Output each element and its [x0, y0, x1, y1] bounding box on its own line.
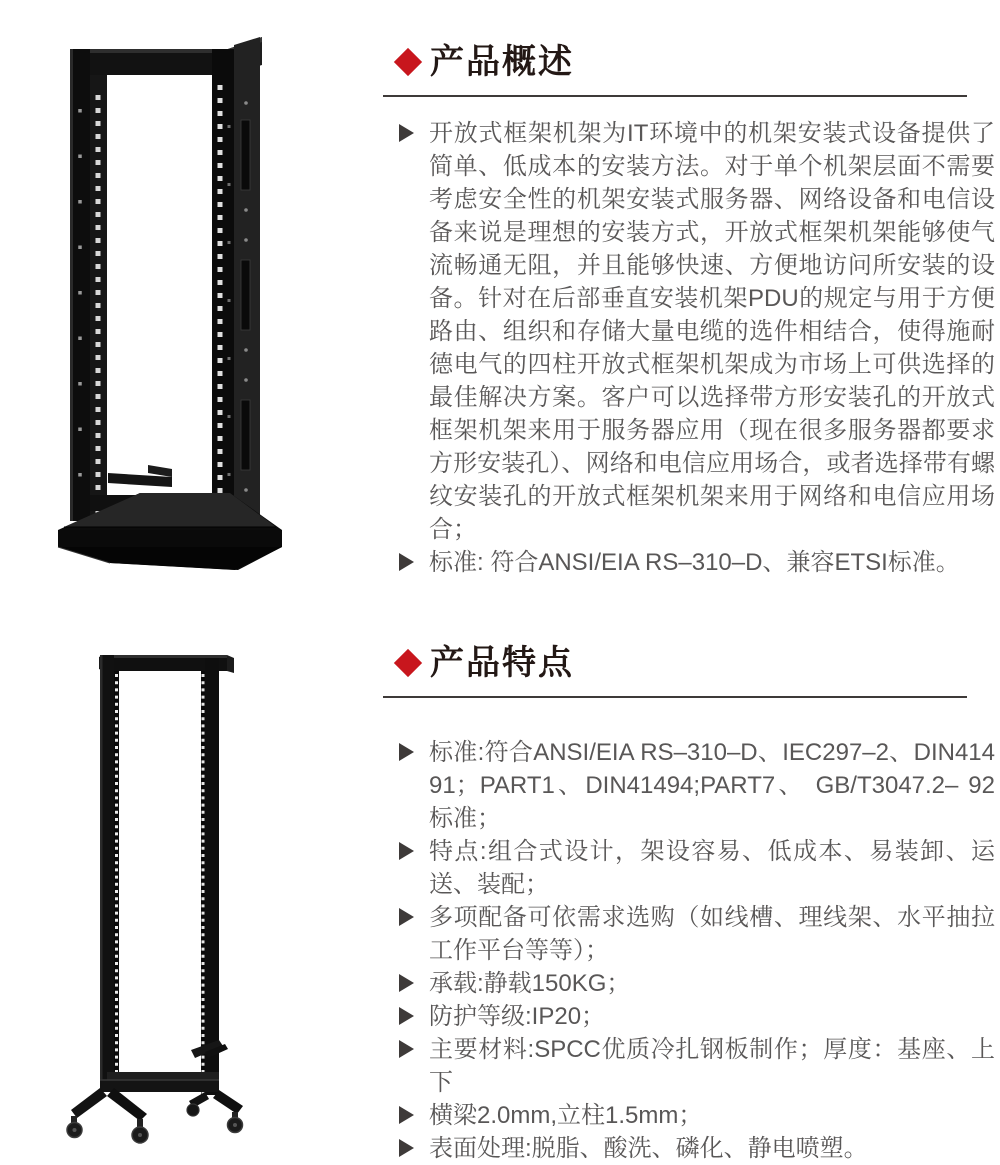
section-header	[383, 42, 997, 82]
triangle-bullet-icon	[399, 1040, 429, 1058]
product-photo-rack-with-casters	[55, 648, 305, 1148]
bullet-item	[399, 1033, 997, 1099]
bullet-item	[399, 1000, 997, 1033]
bullet-item	[399, 967, 997, 1000]
section-title-features: 产品特点	[430, 644, 574, 682]
section-header	[383, 643, 997, 683]
triangle-bullet-icon	[399, 743, 429, 761]
section-product-overview	[383, 42, 997, 579]
bullet-item	[399, 117, 997, 546]
open-frame-rack-casters-illustration	[55, 648, 305, 1148]
bullet-item	[399, 1132, 997, 1165]
open-frame-rack-pedestal-illustration	[30, 25, 340, 600]
bullet-item	[399, 546, 997, 579]
bullet-list-features	[383, 736, 997, 1165]
triangle-bullet-icon	[399, 1007, 429, 1025]
bullet-item	[399, 1099, 997, 1132]
bullet-text: 标准: 符合ANSI/EIA RS–310–D、兼容ETSI标准。	[429, 549, 960, 576]
bullet-text: 特点:组合式设计，架设容易、低成本、易装卸、运送、装配；	[429, 838, 995, 898]
triangle-bullet-icon	[399, 974, 429, 992]
section-title-overview: 产品概述	[430, 43, 574, 81]
bullet-text: 多项配备可依需求选购（如线槽、理线架、水平抽拉工作平台等等）；	[429, 904, 995, 964]
bullet-text: 开放式框架机架为IT环境中的机架安装式设备提供了简单、低成本的安装方法。对于单个机架层面不需要考虑安全性的机架安装式服务器、网络设备和电信设备来说是理想的安装方式，开放式框架机架能够使气流畅通无阻，并且能够快速、方便地访问所安装的设备。针对在后部垂直安装机架PDU的规定与用于方便路由、组织和存储大量电缆的选件相结合，使得施耐德电气的四柱开放式框架机架成为市场上可供选择的最佳解决方案。客户可以选择带方形安装孔的开放式框架机架来用于服务器应用（现在很多服务器都要求方形安装孔）、网络和电信应用场合，或者选择带有螺纹安装孔的开放式框架机架来用于网络和电信应用场合；	[429, 120, 995, 543]
bullet-text: 防护等级:IP20；	[429, 1003, 606, 1030]
triangle-bullet-icon	[399, 1106, 429, 1124]
section-divider	[383, 696, 967, 698]
bullet-list-overview	[383, 117, 997, 579]
bullet-item	[399, 901, 997, 967]
bullet-text: 标准:符合ANSI/EIA RS–310–D、IEC297–2、DIN41491；PART1、DIN41494;PART7、 GB/T3047.2– 92标准；	[429, 739, 995, 832]
bullet-text: 表面处理:脱脂、酸洗、磷化、静电喷塑。	[429, 1135, 868, 1162]
triangle-bullet-icon	[399, 124, 429, 142]
product-photo-rack-with-base	[30, 25, 340, 600]
triangle-bullet-icon	[399, 908, 429, 926]
section-divider	[383, 95, 967, 97]
bullet-text: 主要材料:SPCC优质冷扎钢板制作；厚度：基座、上下	[429, 1036, 995, 1096]
bullet-item	[399, 835, 997, 901]
section-product-features	[383, 643, 997, 1165]
triangle-bullet-icon	[399, 1139, 429, 1157]
bullet-text: 承载:静载150KG；	[429, 970, 631, 997]
triangle-bullet-icon	[399, 842, 429, 860]
bullet-text: 横梁2.0mm,立柱1.5mm；	[429, 1102, 703, 1129]
triangle-bullet-icon	[399, 553, 429, 571]
red-diamond-icon	[394, 48, 422, 76]
red-diamond-icon	[394, 649, 422, 677]
text-column	[383, 42, 997, 1162]
bullet-item	[399, 736, 997, 835]
